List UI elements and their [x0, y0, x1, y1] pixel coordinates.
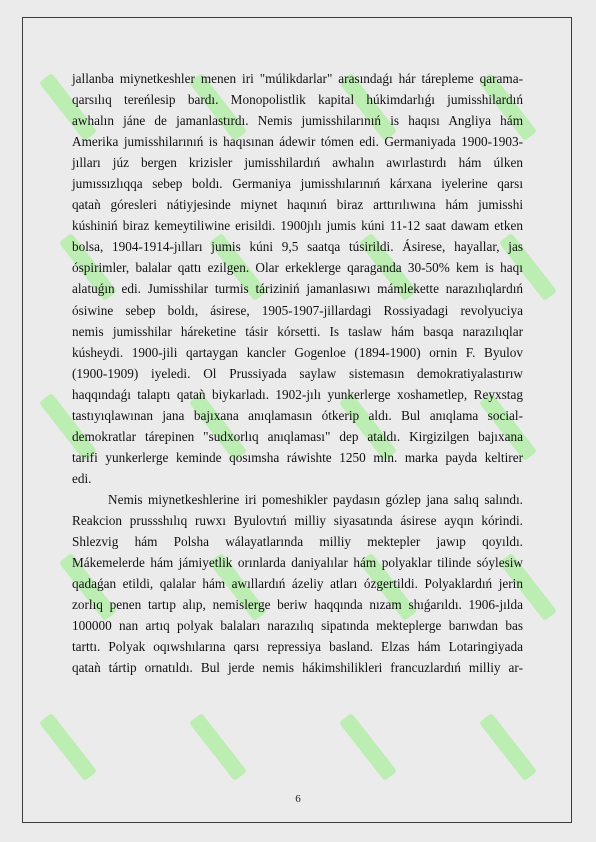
text-line: Mákemelerde hám jámiyetlik orınlarda daniyalılar hám polyaklar tilinde sóylesiw: [72, 555, 523, 571]
text-line: kúsheydi. 1900-jili qartaygan kancler Gogenloe (1894-1900) ornin F. Byulov: [72, 344, 523, 360]
text-line: bolsa, 1904-1914-jılları jumis kúni 9,5 saatqa túsirildi. Ásirese, hayallar, jas: [72, 239, 523, 255]
text-line: ósiwine sebep boldı, ásirese, 1905-1907-jillardagi Rossiyadagi revolyuciya: [72, 302, 523, 318]
text-line: qarsılıq tereńlesip bardı. Monopolistlik kapital húkimdarlıǵı jumisshilardıń: [72, 92, 523, 108]
text-line: Amerika jumisshilarınıń is haqısınan ádewir tómen edi. Germaniyada 1900-1903-: [72, 134, 523, 150]
text-line: nemis jumisshilar háreketine tásir kórsetti. Is taslaw hám basqa narazılıqlar: [72, 323, 523, 339]
text-line: zorlıq penen tartıp alıp, nemislerge beriw haqqında nızam shıǵarıldı. 1906-jılda: [72, 597, 523, 613]
text-line: tastıyıqlawınan jana bajıxana anıqlamasın ótkerip aldı. Bul anıqlama social-: [72, 407, 523, 423]
text-line: Shlezvig hám Polsha wálayatlarında milliy mektepler jawıp qoyıldı.: [72, 534, 523, 550]
text-line: (1900-1909) iyeledi. Ol Prussiyada saylaw sistemasın demokratiyalastırıw: [72, 365, 523, 381]
text-line: tarttı. Polyak oqıwshılarına qarsı repressiya basland. Elzas hám Lotaringiyada: [72, 639, 523, 655]
text-line: awhalın jáne de jamanlastırdı. Nemis jumisshilarınıń is haqısı Angliya hám: [72, 113, 523, 129]
text-line: jallanba miynetkeshler menen iri "múlikdarlar" arasındaǵı hár tárepleme qarama-: [72, 71, 523, 86]
text-line: jumıssızlıqqa sebep boldı. Germaniya jumisshılarınıń kárxana iyelerine qarsı: [72, 176, 523, 192]
text-line: kúshiniń biraz kemeytiliwine erisildi. 1900jılı jumis kúni 11-12 saat dawam etken: [72, 218, 523, 234]
text-line: óspirimler, balalar qattı ezilgen. Olar erkeklerge qaraganda 30-50% kem is haqı: [72, 260, 523, 276]
body-text: [72, 68, 523, 678]
text-line: edi.: [72, 470, 92, 486]
text-line: Reakcion prussshılıq ruwxı Byulovtıń milliy siyasatında ásirese ayqın kórindi.: [72, 512, 523, 528]
text-line: tarifi yunkerlerge keminde qosımsha ráwishte 1250 mln. marka payda keltirer: [72, 449, 523, 465]
text-line: qataǹ góresleri nátiyjesinde miynet haqınıń biraz arttırılıwına hám jumisshi: [72, 197, 523, 213]
text-line: Nemis miynetkeshlerine iri pomeshikler paydasın gózlep jana salıq salındı.: [108, 491, 523, 507]
text-line: qataǹ tártip ornatıldı. Bul jerde nemis hákimshilikleri francuzlardıń milliy ar-: [72, 660, 523, 676]
text-line: jılları júz bergen krizisler jumisshilardıń awhalın awırlastırdı hám úlken: [72, 155, 523, 171]
text-line: qadaǵan etildi, qalalar hám awıllardıń ázeliy atları ózgertildi. Polyaklardıń jerin: [72, 576, 523, 592]
text-line: haqqındaǵı talaptı qataǹ biykarladı. 1902-jılı yunkerlerge xoshametlep, Reyxstag: [72, 386, 523, 402]
text-line: alatuǵın edi. Jumisshilar turmis táriziniń jamanlasıwı mámlekette narazılıqlardıń: [72, 281, 523, 297]
page-number: 6: [295, 793, 301, 805]
text-line: 100000 nan artıq polyak balaları narazılıq sipatında mekteplerge barıwdan bas: [72, 618, 523, 634]
text-line: demokratlar tárepinen "sudxorlıq anıqlaması" dep ataldı. Kirgizilgen bajıxana: [72, 428, 523, 444]
